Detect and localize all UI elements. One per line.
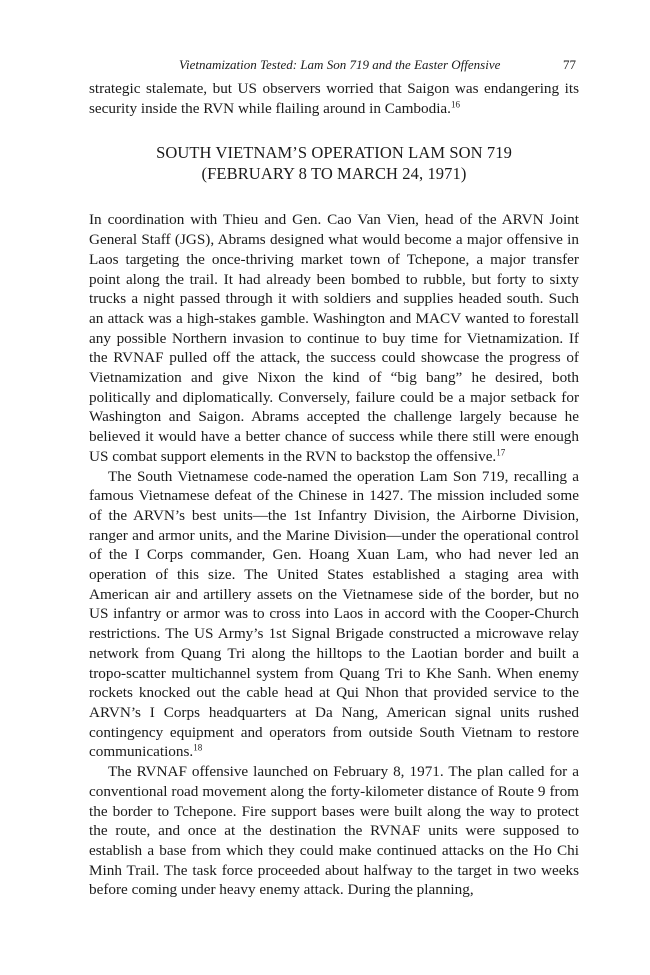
paragraph-text: The RVNAF offensive launched on February 8, 1971. The plan called for a conventional road movement along the forty-kilometer distance of Route 9 from the border to Tchepone. Fire support bases were built along the way to protect the route, and once at the destination the RVNAF units were supposed to establish a base from which they could make continued attacks on the Ho Chi Minh Trail. The task force proceeded about halfway to the target in two weeks before coming under heavy enemy attack. During the planning,: [89, 763, 579, 899]
running-head: [0, 57, 650, 77]
body-text: [89, 79, 579, 900]
paragraph-text: The South Vietnamese code-named the operation Lam Son 719, recalling a famous Vietnamese defeat of the Chinese in 1427. The mission included some of the ARVN’s best units—the 1st Infantry Division, the Airborne Division, ranger and armor units, and the Marine Division—under the operational control of the I Corps commander, Gen. Hoang Xuan Lam, who had never led an operation of this size. The United States established a staging area with American air and artillery assets on the Vietnamese side of the border, but no US infantry or armor was to cross into Laos in accord with the Cooper-Church restrictions. The US Army’s 1st Signal Brigade constructed a microwave relay network from Quang Tri along the hilltops to the Laotian border and built a tropo-scatter multichannel system from Quang Tri to Khe Sanh. When enemy rockets knocked out the cable head at Qui Nhon that provided service to the ARVN’s I Corps headquarters at Da Nang, American signal units rushed contingency equipment and operators from outside South Vietnam to restore communications.: [89, 467, 579, 761]
paragraph-text: In coordination with Thieu and Gen. Cao Van Vien, head of the ARVN Joint General Staff (JGS), Abrams designed what would become a major offensive in Laos targeting the once-thriving market town of Tchepone, a major transfer point along the trail. It had already been bombed to rubble, but forty to sixty trucks a night passed through it with soldiers and supplies headed south. Such an attack was a high-stakes gamble. Washington and MACV wanted to forestall any possible Northern invasion to continue to buy time for Vietnamization. If the RVNAF pulled off the attack, the success could showcase the progress of Vietnamization and give Nixon the kind of “big bang” he desired, both politically and diplomatically. Conversely, failure could be a major setback for Washington and Saigon. Abrams accepted the challenge largely because he believed it would have a better chance of success while there still were enough US combat support elements in the RVN to backstop the offensive.: [89, 211, 579, 465]
paragraph: [89, 210, 579, 466]
section-heading: [89, 142, 579, 184]
paragraph-text: strategic stalemate, but US observers worried that Saigon was endangering its security inside the RVN while flailing around in Cambodia.: [89, 80, 579, 117]
section-heading-line: SOUTH VIETNAM’S OPERATION LAM SON 719: [156, 143, 512, 163]
paragraph: [89, 467, 579, 763]
running-title: Vietnamization Tested: Lam Son 719 and the Easter Offensive: [179, 57, 501, 72]
footnote-marker: 16: [450, 99, 460, 110]
section-heading-dates: (FEBRUARY 8 TO MARCH 24, 1971): [201, 164, 467, 184]
paragraph-continued: [89, 79, 579, 118]
page-number: 77: [563, 57, 576, 72]
footnote-marker: 17: [496, 447, 506, 458]
paragraph: [89, 762, 579, 900]
footnote-marker: 18: [193, 743, 203, 753]
